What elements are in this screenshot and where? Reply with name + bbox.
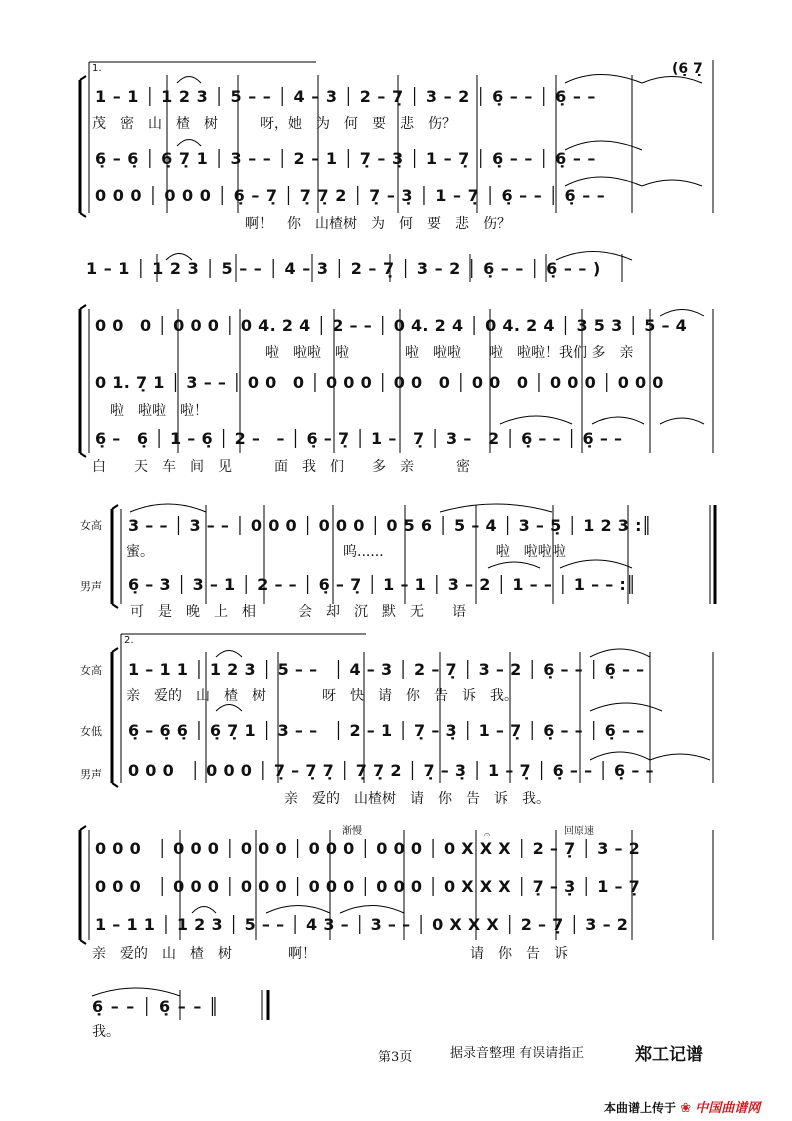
- page-number: 第3页: [378, 1050, 413, 1065]
- volta-2-label: 2.: [124, 635, 134, 646]
- male-label: 男声: [80, 580, 102, 593]
- tempo-slow-mark: 渐慢: [342, 826, 362, 837]
- site-link[interactable]: 中国曲谱网: [695, 1101, 761, 1116]
- female-high-label: 女高: [80, 519, 102, 532]
- system4-male-lyrics: 亲 爱的 山楂树 请 你 告 诉 我。: [284, 791, 550, 807]
- system1-male-notes: 0 0 0 │ 0 0 0 │ 6̣ – 7̣ │ 7̣ 7̣ 2 │ 7̣ – 3̣ │ 1 – 7̣ │ 6̣ – – │ 6̣ – –: [95, 186, 606, 205]
- female-high-label-2: 女高: [80, 664, 102, 677]
- female-low-label: 女低: [80, 725, 102, 738]
- system5-male-notes: 1 – 1 1 │ 1 2 3 │ 5 – – │ 4 3 – │ 3 – – │ 0 X X X │ 2 – 7̣ │ 3 – 2: [95, 915, 629, 934]
- system2-alto-notes: 0 1. 7̣ 1 │ 3 – – │ 0 0 0 │ 0 0 0 │ 0 0 0 │ 0 0 0 │ 0 0 0 │ 0 0 0: [95, 373, 664, 392]
- system3-female-notes: 3 – – │ 3 – – │ 0 0 0 │ 0 0 0 │ 0 5 6 │ 5 – 4 │ 3 – 5̣ │ 1 2 3 :║: [128, 516, 652, 535]
- system1-melody-lyrics: 茂 密 山 楂 树 呀，她 为 何 要 悲 伤？: [92, 116, 456, 132]
- interlude-notes: 1 – 1 │ 1 2 3 │ 5 – – │ 4 – 3 │ 2 – 7̣ │ 3 – 2 │ 6̣ – – │ 6̣ – – ): [86, 259, 601, 278]
- system2-soprano-lyrics: 啦 啦啦 啦 啦 啦啦 啦 啦啦！我们 多 亲: [265, 345, 634, 361]
- ending-lyrics: 我。: [92, 1024, 120, 1040]
- system3-male-notes: 6̣ – 3 │ 3 – 1 │ 2 – – │ 6̣ – 7̣ │ 1 – 1 │ 3 – 2 │ 1 – – │ 1 – – :║: [128, 575, 637, 594]
- system5-soprano-notes: 0 0 0 │ 0 0 0 │ 0 0 0 │ 0 0 0 │ 0 0 0 │ 0 X X X │ 2 – 7̣ │ 3 – 2: [95, 839, 641, 858]
- system4-male-notes: 0 0 0 │ 0 0 0 │ 7̣ – 7̣ 7̣ │ 7̣ 7̣ 2 │ 7̣ – 3̣ │ 1 – 7̣ │ 6̣ – – │ 6̣ – –: [128, 761, 654, 780]
- tempo-return-mark: 回原速: [564, 826, 594, 837]
- upload-credit: [604, 1097, 760, 1116]
- system2-male-notes: 6̣ – 6̣ │ 1 – 6̣ │ 2 – – │ 6̣ – 7̣ │ 1 – 7̣ │ 3 – 2 │ 6̣ – – │ 6̣ – –: [95, 429, 623, 448]
- system4-female-high-lyrics: 亲 爱的 山 楂 树 呀 快 请 你 告 诉 我。: [126, 688, 518, 704]
- ending-notes: 6̣ – – │ 6̣ – – ║: [92, 997, 220, 1016]
- fermata-icon: 𝄐: [484, 828, 491, 841]
- system2-male-lyrics: 白 天 车 间 见 面 我 们 多 亲 密: [92, 459, 470, 475]
- system1-male-lyrics: 啊！ 你 山楂树 为 何 要 悲 伤？: [245, 216, 511, 232]
- system3-male-lyrics: 可 是 晚 上 相 会 却 沉 默 无 语: [130, 604, 466, 620]
- system4-female-high-notes: 1 – 1 1 │ 1 2 3 │ 5 – – │ 4 – 3 │ 2 – 7̣ │ 3 – 2 │ 6̣ – – │ 6̣ – –: [128, 660, 645, 679]
- transcription-note: 据录音整理 有误请指正: [450, 1046, 585, 1061]
- system2-soprano-notes: 0 0 0 │ 0 0 0 │ 0 4. 2 4 │ 2 – – │ 0 4. 2 4 │ 0 4. 2 4 │ 3 5 3 │ 5 – 4: [95, 316, 688, 335]
- system5-alto-notes: 0 0 0 │ 0 0 0 │ 0 0 0 │ 0 0 0 │ 0 0 0 │ 0 X X X │ 7̣ – 3̣ │ 1 – 7̣: [95, 877, 641, 896]
- system3-female-lyrics: 蜜。 呜...... 啦 啦啦啦: [126, 544, 566, 560]
- transcriber-name: 郑工记谱: [635, 1045, 703, 1065]
- volta-1-label: 1.: [92, 63, 102, 74]
- intro-mark: (6̣ 7̣: [672, 61, 703, 77]
- system4-female-low-notes: 6̣ – 6̣ 6̣ │ 6̣ 7̣ 1 │ 3 – – │ 2 – 1 │ 7̣ – 3̣ │ 1 – 7̣ │ 6̣ – – │ 6̣ – –: [128, 721, 645, 740]
- site-logo-icon: ❀: [680, 1101, 692, 1116]
- upload-text: 本曲谱上传于: [604, 1101, 677, 1115]
- male-label-2: 男声: [80, 768, 102, 781]
- system2-alto-lyrics: 啦 啦啦 啦！: [110, 403, 208, 419]
- system1-melody-notes: 1 – 1 │ 1 2 3 │ 5 – – │ 4 – 3 │ 2 – 7̣ │ 3 – 2 │ 6̣ – – │ 6̣ – –: [95, 87, 596, 106]
- system5-male-lyrics: 亲 爱的 山 楂 树 啊！ 请 你 告 诉: [92, 946, 568, 962]
- system1-alto-notes: 6̣ – 6̣ │ 6̣ 7̣ 1 │ 3 – – │ 2 – 1 │ 7̣ – 3̣ │ 1 – 7̣ │ 6̣ – – │ 6̣ – –: [95, 149, 596, 168]
